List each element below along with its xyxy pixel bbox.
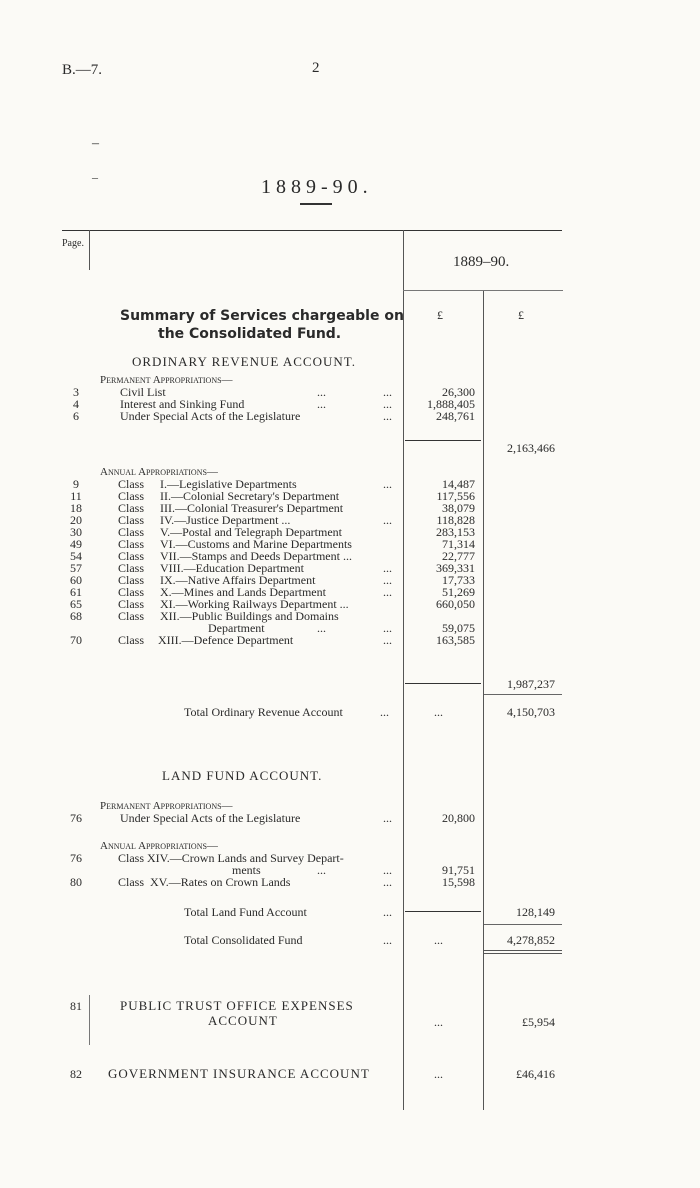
permanent-subtotal: 2,163,466 [507,441,555,455]
page-ref: 76 [70,851,82,865]
class-word: Class [118,573,145,587]
subtotal-rule [405,440,481,441]
class-word: Class [118,585,145,599]
land-permanent-heading: Permanent Appropriations— [100,800,233,812]
consolidated-total-label: Total Consolidated Fund [184,933,303,947]
leader-dots: ... [383,875,392,889]
page-ref: 18 [70,501,82,515]
leader-dots: ... [434,1015,443,1029]
line-label: II.—Colonial Secretary's Department [160,489,340,503]
amount: 59,075 [442,621,475,635]
year-header-rule [403,290,563,291]
class-word: Class [118,525,145,539]
page-ref: 68 [70,609,82,623]
page-ref: 60 [70,573,82,587]
page-ref: 57 [70,561,82,575]
page-ref: 80 [70,875,82,889]
annual-subtotal: 1,987,237 [507,677,555,691]
line-label: XI.—Working Railways Department ... [160,597,349,611]
class-word: Class [118,597,145,611]
double-rule-2 [484,953,562,954]
amount: 248,761 [436,409,475,423]
land-fund-heading: LAND FUND ACCOUNT. [162,768,323,783]
amount: 660,050 [436,597,475,611]
line-label: XII.—Public Buildings and Domains [160,609,339,623]
page-ref: 9 [73,477,79,491]
land-total-amount: 128,149 [516,905,555,919]
page-ref: 20 [70,513,82,527]
total-label: Total Ordinary Revenue Account [184,705,343,719]
line-label: Under Special Acts of the Legislature [120,409,301,423]
leader-dots: ... [434,933,443,947]
class-word: Class [118,477,145,491]
page-ref: 70 [70,633,82,647]
page-ref: 6 [73,409,79,423]
page-ref: 54 [70,549,82,563]
line-label: Class XIV.—Crown Lands and Survey Depart- [118,851,344,865]
line-label: Civil List [120,385,166,399]
currency-header-2: £ [518,308,524,322]
leader-dots: ... [317,385,326,399]
page-title: 1889-90. [261,176,373,198]
total-col-divider [483,290,484,1110]
line-label-cont: Department [208,621,265,635]
page-col-divider [89,230,90,270]
leader-dots: ... [383,633,392,647]
page-col-header: Page. [62,238,84,249]
subtotal-rule [405,911,481,912]
margin-mark: – [92,136,99,151]
page-ref: 4 [73,397,79,411]
leader-dots: ... [317,621,326,635]
class-word: Class [118,489,145,503]
amount: 1,888,405 [427,397,475,411]
total-amount: 4,150,703 [507,705,555,719]
title-underline [300,203,332,205]
line-label: Under Special Acts of the Legislature [120,811,301,825]
leader-dots: ... [383,561,392,575]
margin-mark: – [92,170,98,184]
series-code: B.—7. [62,62,103,78]
class-word: Class [118,537,145,551]
ordinary-revenue-heading: ORDINARY REVENUE ACCOUNT. [132,354,356,369]
page-number: 2 [312,60,320,76]
leader-dots: ... [383,905,392,919]
amount: 22,777 [442,549,475,563]
page-ref: 76 [70,811,82,825]
land-annual-heading: Annual Appropriations— [100,840,218,852]
line-label: XIII.—Defence Department [158,633,294,647]
total-rule [484,924,562,925]
amount: 17,733 [442,573,475,587]
page-ref: 81 [70,999,82,1013]
line-label: IX.—Native Affairs Department [160,573,316,587]
page-col-divider-lower [89,995,90,1045]
page-ref: 49 [70,537,82,551]
government-insurance-heading: GOVERNMENT INSURANCE ACCOUNT [108,1066,370,1081]
leader-dots: ... [317,397,326,411]
table-top-rule [62,230,562,231]
line-label: VIII.—Education Department [160,561,304,575]
page-ref: 61 [70,585,82,599]
amount: 71,314 [442,537,475,551]
double-rule-1 [484,950,562,951]
leader-dots: ... [380,705,389,719]
leader-dots: ... [383,621,392,635]
amount: 91,751 [442,863,475,877]
leader-dots: ... [383,811,392,825]
annual-appropriations-heading: Annual Appropriations— [100,466,218,478]
leader-dots: ... [383,477,392,491]
line-label-cont: ments [232,863,261,877]
permanent-appropriations-heading: Permanent Appropriations— [100,374,233,386]
amount: 14,487 [442,477,475,491]
page-ref: 65 [70,597,82,611]
amount: 38,079 [442,501,475,515]
amount: 51,269 [442,585,475,599]
line-label: IV.—Justice Department ... [160,513,291,527]
government-insurance-amount: £46,416 [516,1067,555,1081]
summary-title: Summary of Services chargeable on [120,308,404,324]
line-label: Class XV.—Rates on Crown Lands [118,875,291,889]
leader-dots: ... [383,863,392,877]
line-label: V.—Postal and Telegraph Department [160,525,343,539]
amount: 118,828 [436,513,475,527]
leader-dots: ... [383,397,392,411]
amount: 163,585 [436,633,475,647]
leader-dots: ... [383,409,392,423]
line-label: Interest and Sinking Fund [120,397,245,411]
line-label: I.—Legislative Departments [160,477,297,491]
amount: 26,300 [442,385,475,399]
class-word: Class [118,633,145,647]
leader-dots: ... [383,585,392,599]
amount-col-divider [403,230,404,1110]
class-word: Class [118,501,145,515]
leader-dots: ... [383,513,392,527]
amount: 283,153 [436,525,475,539]
line-label: VII.—Stamps and Deeds Department ... [160,549,352,563]
class-word: Class [118,513,145,527]
amount: 15,598 [442,875,475,889]
leader-dots: ... [317,863,326,877]
land-total-label: Total Land Fund Account [184,905,307,919]
public-trust-heading: PUBLIC TRUST OFFICE EXPENSES [120,998,354,1013]
class-word: Class [118,549,145,563]
line-label: III.—Colonial Treasurer's Department [160,501,344,515]
subtotal-rule [405,683,481,684]
amount: 117,556 [436,489,475,503]
year-col-header: 1889–90. [453,254,510,270]
amount: 369,331 [436,561,475,575]
leader-dots: ... [434,1067,443,1081]
class-word: Class [118,561,145,575]
public-trust-amount: £5,954 [522,1015,555,1029]
public-trust-heading-cont: ACCOUNT [208,1013,278,1028]
page-ref: 11 [70,489,82,503]
page-ref: 30 [70,525,82,539]
leader-dots: ... [383,385,392,399]
leader-dots: ... [434,705,443,719]
class-word: Class [118,609,145,623]
page-ref: 82 [70,1067,82,1081]
amount: 20,800 [442,811,475,825]
page-ref: 3 [73,385,79,399]
summary-title-cont: the Consolidated Fund. [158,326,342,342]
line-label: VI.—Customs and Marine Departments [160,537,352,551]
line-label: X.—Mines and Lands Department [160,585,326,599]
total-rule [484,694,562,695]
leader-dots: ... [383,573,392,587]
currency-header-1: £ [437,308,443,322]
consolidated-total-amount: 4,278,852 [507,933,555,947]
leader-dots: ... [383,933,392,947]
